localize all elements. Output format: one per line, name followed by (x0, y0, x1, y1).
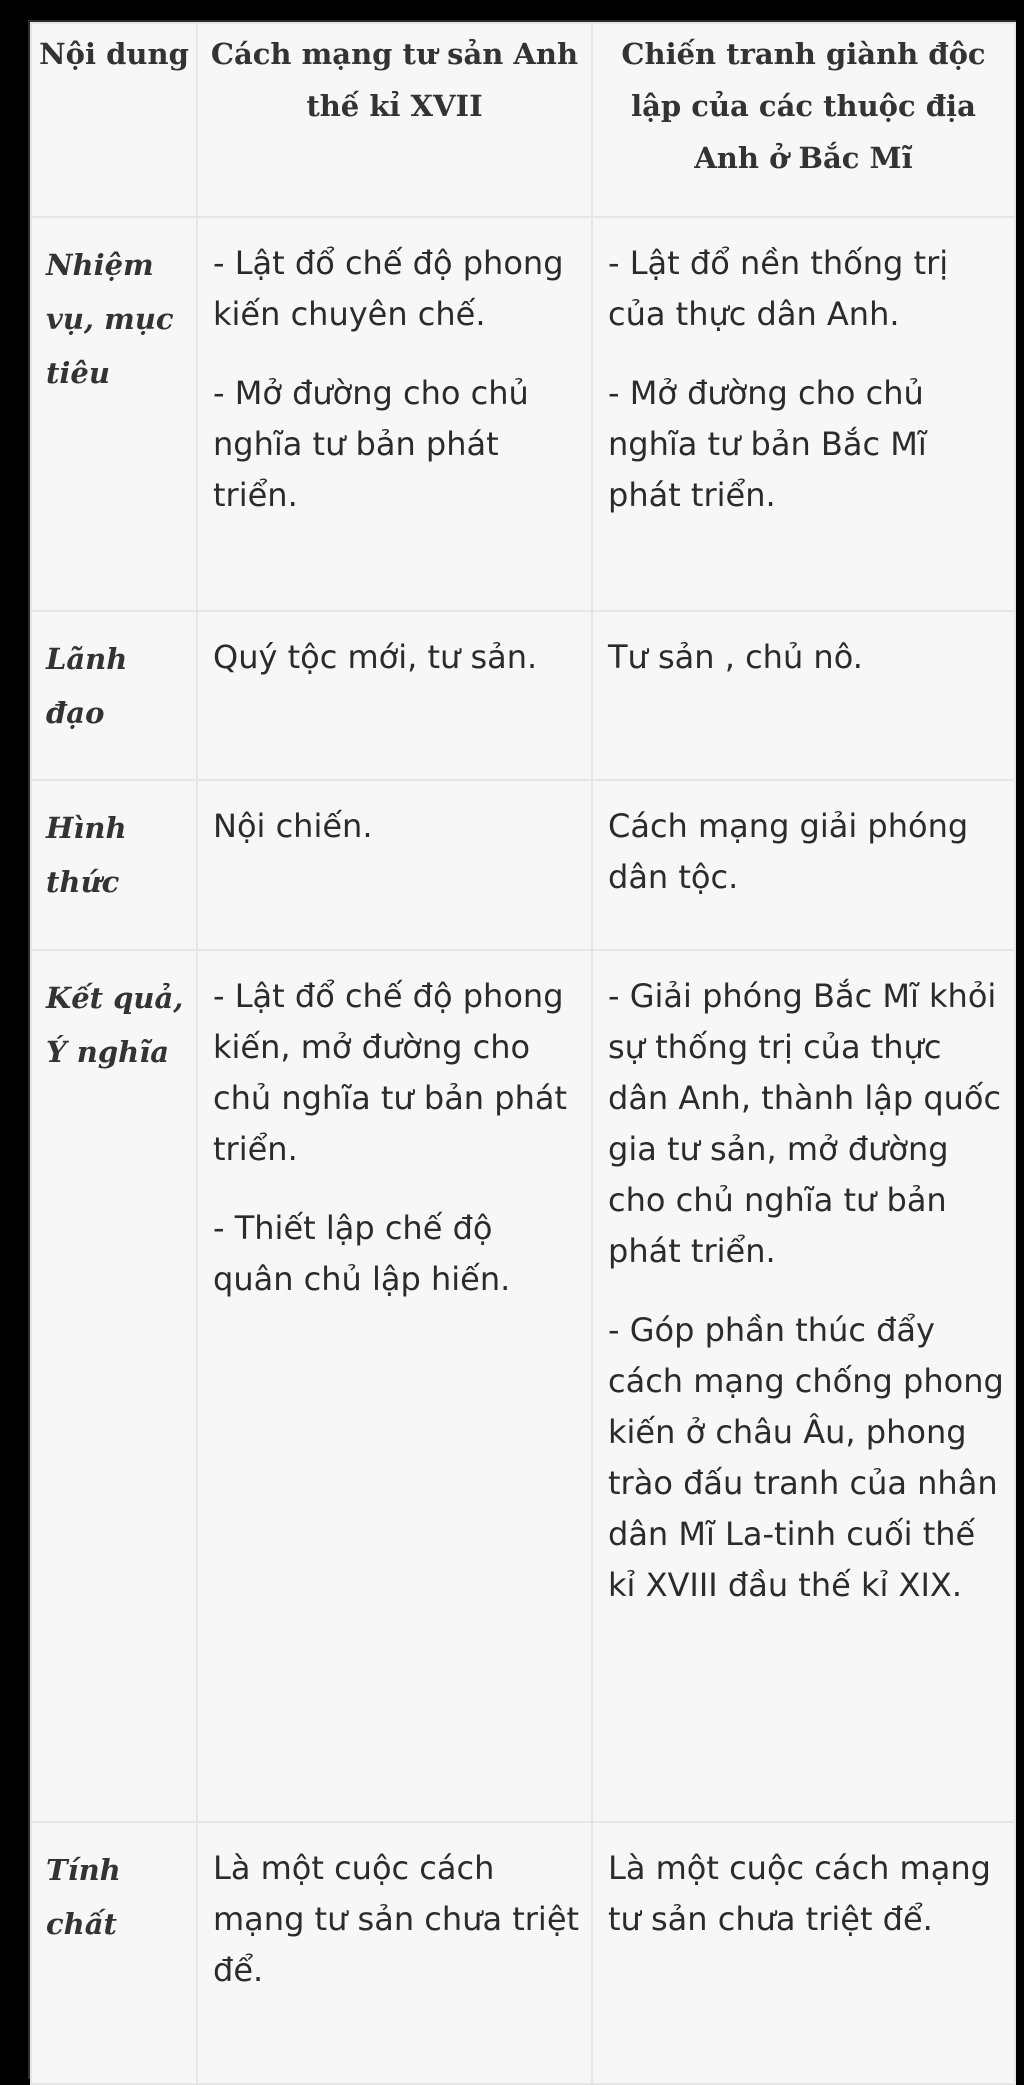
cell-paragraph: Tư sản , chủ nô. (608, 638, 863, 676)
header-content: Nội dung (31, 23, 197, 217)
cell-paragraph: Là một cuộc cách mạng tư sản chưa triệt để. (608, 1849, 991, 1938)
cell-paragraph: Nội chiến. (213, 807, 373, 845)
cell-paragraph: Cách mạng giải phóng dân tộc. (608, 807, 969, 896)
cell-paragraph: - Lật đổ chế độ phong kiến chuyên chế. (213, 244, 564, 333)
row-label: Lãnh đạo (31, 611, 197, 780)
cell-american (592, 780, 1015, 950)
header-american-independence: Chiến tranh giành độc lập của các thuộc địa Anh ở Bắc Mĩ (592, 23, 1015, 217)
cell-paragraph: Quý tộc mới, tư sản. (213, 638, 538, 676)
cell-english (197, 950, 592, 1822)
cell-american (592, 611, 1015, 780)
cell-american (592, 1822, 1015, 2084)
cell-paragraph: - Lật đổ nền thống trị của thực dân Anh. (608, 244, 949, 333)
cell-paragraph: - Thiết lập chế độ quân chủ lập hiến. (213, 1209, 511, 1298)
row-label: Tính chất (31, 1822, 197, 2084)
cell-paragraph: - Góp phần thúc đẩy cách mạng chống phong kiến ở châu Âu, phong trào đấu tranh của nhân dân Mĩ La-tinh cuối thế kỉ XVIII đầu thế kỉ XIX. (608, 1311, 1004, 1604)
comparison-table (30, 22, 1016, 2085)
cell-english (197, 611, 592, 780)
cell-paragraph: - Mở đường cho chủ nghĩa tư bản phát triển. (213, 374, 529, 514)
cell-english (197, 780, 592, 950)
table-header-row (31, 23, 1015, 217)
header-english-revolution: Cách mạng tư sản Anh thế kỉ XVII (197, 23, 592, 217)
table-row (31, 950, 1015, 1822)
table-row (31, 780, 1015, 950)
cell-english (197, 1822, 592, 2084)
cell-english (197, 217, 592, 611)
row-label: Kết quả, Ý nghĩa (31, 950, 197, 1822)
cell-paragraph: - Mở đường cho chủ nghĩa tư bản Bắc Mĩ phát triển. (608, 374, 927, 514)
cell-american (592, 217, 1015, 611)
row-label: Nhiệm vụ, mục tiêu (31, 217, 197, 611)
table-row (31, 611, 1015, 780)
document-sheet (30, 22, 1014, 2077)
table-row (31, 217, 1015, 611)
cell-paragraph: - Lật đổ chế độ phong kiến, mở đường cho chủ nghĩa tư bản phát triển. (213, 977, 567, 1168)
cell-paragraph: Là một cuộc cách mạng tư sản chưa triệt để. (213, 1849, 580, 1989)
cell-american (592, 950, 1015, 1822)
table-row (31, 1822, 1015, 2084)
cell-paragraph: - Giải phóng Bắc Mĩ khỏi sự thống trị của thực dân Anh, thành lập quốc gia tư sản, mở đường cho chủ nghĩa tư bản phát triển. (608, 977, 1002, 1270)
row-label: Hình thức (31, 780, 197, 950)
